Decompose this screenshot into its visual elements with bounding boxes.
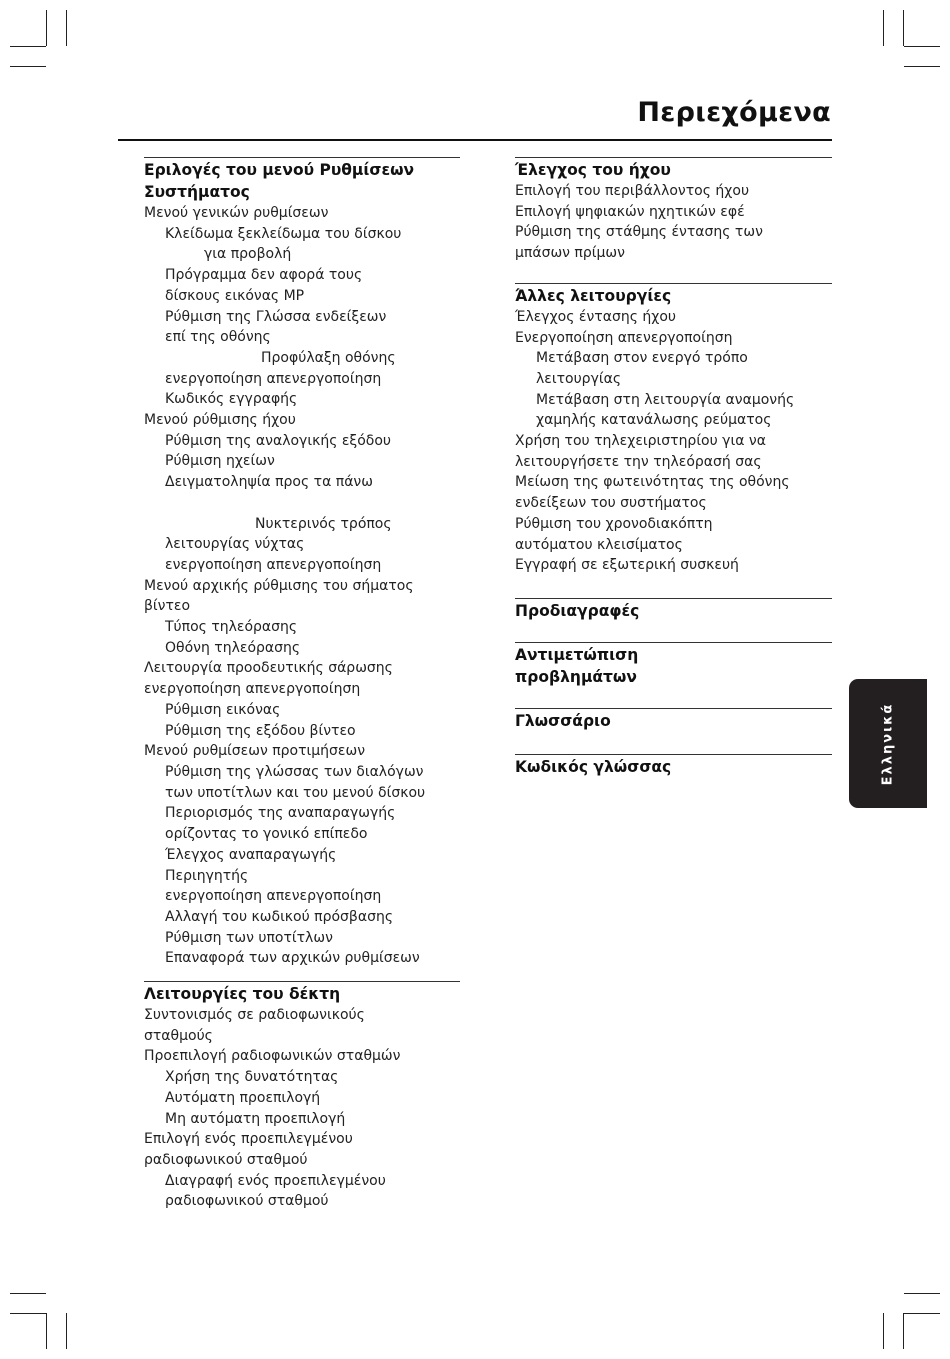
toc-entry: Επιλογή του περιβάλλοντος ήχου [515, 183, 750, 199]
toc-entry: Προφύλαξη οθόνης [261, 349, 396, 366]
toc-entry: Διαγραφή ενός προεπιλεγμένου [165, 1172, 386, 1189]
section-title-line: Εριλογές του μενού Ρυθμίσεων [144, 161, 415, 179]
crop-mark [904, 46, 940, 47]
toc-entry: για προβολή [204, 246, 292, 263]
toc-entry: Πρόγραμμα δεν αφορά τους [165, 267, 363, 284]
toc-section [515, 157, 832, 264]
toc-entry: ενεργοποίηση απενεργοποίηση [165, 370, 382, 387]
toc-entry: Ρύθμιση του χρονοδιακόπτη [515, 515, 713, 532]
toc-entry: ραδιοφωνικού σταθμού [165, 1193, 329, 1210]
toc-entry: Οθόνη τηλεόρασης [165, 639, 301, 656]
crop-mark [10, 1293, 46, 1294]
toc-section [515, 642, 832, 688]
section-lines [144, 1005, 460, 1212]
toc-entry: Μη αυτόματη προεπιλογή [165, 1110, 346, 1127]
toc-entry: ενεργοποίηση απενεργοποίηση [165, 556, 382, 573]
toc-entry: λειτουργήσετε την τηλεόρασή σας [515, 453, 762, 470]
crop-mark [904, 1293, 940, 1294]
language-tab [849, 679, 927, 808]
crop-mark [883, 1313, 884, 1349]
toc-entry: Χρήση της δυνατότητας [165, 1069, 339, 1086]
crop-mark [903, 1313, 904, 1349]
section-lines [144, 203, 460, 969]
crop-mark [66, 1313, 67, 1349]
toc-entry: Ρύθμιση της εξόδου βίντεο [165, 722, 356, 739]
crop-mark [883, 10, 884, 46]
language-tab-label: Ελληνικά [880, 702, 896, 785]
toc-entry: Ρύθμιση της στάθμης έντασης των [515, 224, 763, 241]
section-title-line: Συστήματος [144, 183, 250, 201]
section-lines [515, 307, 832, 576]
toc-entry: Ρύθμιση εικόνας [165, 701, 281, 718]
toc-entry: λειτουργίας νύχτας [165, 536, 305, 553]
toc-entry: Μείωση της φωτεινότητας της οθόνης [515, 474, 790, 491]
toc-entry: Εγγραφή σε εξωτερική συσκευή [515, 557, 739, 574]
toc-entry: Μενού αρχικής ρύθμισης του σήματος [144, 577, 414, 594]
crop-mark [10, 1313, 46, 1314]
toc-entry: Έλεγχος έντασης ήχου [515, 308, 676, 325]
toc-entry: Μετάβαση στον ενεργό τρόπο [536, 350, 748, 367]
toc-entry: Μετάβαση στη λειτουργία αναμονής [536, 391, 795, 408]
crop-mark [46, 1313, 47, 1349]
toc-entry: Επιλογή ενός προεπιλεγμένου [144, 1131, 353, 1148]
toc-entry: μπάσων πρίμων [515, 245, 625, 262]
toc-entry: Νυκτερινός τρόπος [255, 515, 392, 532]
toc-entry: λειτουργίας [536, 370, 622, 387]
crop-mark [904, 1313, 940, 1314]
toc-entry: Μενού γενικών ρυθμίσεων [144, 205, 329, 221]
toc-entry: Μενού ρυθμίσεων προτιμήσεων [144, 743, 366, 760]
toc-entry: Κωδικός εγγραφής [165, 391, 298, 408]
section-title: Άλλες λειτουργίες [515, 286, 672, 305]
toc-entry [144, 493, 460, 514]
crop-mark [46, 10, 47, 46]
toc-entry: Λειτουργία προοδευτικής σάρωσης [144, 660, 393, 677]
toc-entry: Ενεργοποίηση απενεργοποίηση [515, 329, 733, 346]
toc-entry: σταθμούς [144, 1027, 213, 1044]
crop-mark [10, 66, 46, 67]
toc-entry: Τύπος τηλεόρασης [165, 619, 298, 636]
toc-entry: Επιλογή ψηφιακών ηχητικών εφέ [515, 203, 745, 220]
section-title [515, 644, 832, 688]
section-title: Προδιαγραφές [515, 601, 640, 620]
toc-entry: Ρύθμιση της αναλογικής εξόδου [165, 432, 392, 449]
crop-mark [903, 10, 904, 46]
toc-section [515, 708, 832, 732]
crop-mark [66, 10, 67, 46]
section-title: Γλωσσάριο [515, 711, 611, 730]
toc-entry: ραδιοφωνικού σταθμού [144, 1151, 308, 1168]
toc-entry: επί της οθόνης [165, 329, 271, 346]
crop-mark [904, 66, 940, 67]
toc-entry: Περιορισμός της αναπαραγωγής [165, 805, 396, 822]
section-title: Λειτουργίες του δέκτη [144, 985, 341, 1004]
section-lines [515, 181, 832, 264]
crop-mark [10, 46, 46, 47]
toc-entry: χαμηλής κατανάλωσης ρεύματος [536, 412, 772, 429]
toc-entry: Συντονισμός σε ραδιοφωνικούς [144, 1007, 365, 1024]
toc-entry: Χρήση του τηλεχειριστηρίου για να [515, 433, 766, 450]
toc-entry: Ρύθμιση της γλώσσας των διαλόγων [165, 763, 424, 780]
title-rule [118, 139, 832, 141]
toc-entry: βίντεο [144, 598, 191, 615]
page-title: Περιεχόμενα [637, 97, 831, 128]
toc-section [144, 157, 460, 969]
toc-entry: Προεπιλογή ραδιοφωνικών σταθμών [144, 1048, 401, 1065]
toc-entry: Ρύθμιση της Γλώσσα ενδείξεων [165, 308, 387, 325]
toc-entry: Επαναφορά των αρχικών ρυθμίσεων [165, 950, 420, 967]
toc-entry: Δειγματοληψία προς τα πάνω [165, 474, 373, 491]
section-title: Κωδικός γλώσσας [515, 757, 672, 776]
toc-section [515, 598, 832, 622]
toc-entry: ενδείξεων του συστήματος [515, 495, 707, 512]
toc-right-column [515, 157, 832, 778]
toc-entry: ορίζοντας το γονικό επίπεδο [165, 826, 368, 843]
toc-section [515, 283, 832, 576]
toc-entry: Ρύθμιση ηχείων [165, 453, 275, 470]
toc-entry: Αυτόματη προεπιλογή [165, 1089, 321, 1106]
toc-entry: Κλείδωμα ξεκλείδωμα του δίσκου [165, 225, 402, 242]
toc-left-column [144, 157, 460, 1212]
toc-section [515, 754, 832, 778]
toc-entry: αυτόματου κλεισίματος [515, 536, 683, 553]
section-title-line: προβλημάτων [515, 667, 637, 686]
toc-entry: Έλεγχος αναπαραγωγής [165, 846, 337, 863]
toc-entry: Αλλαγή του κωδικού πρόσβασης [165, 908, 394, 925]
toc-section [144, 981, 460, 1212]
toc-entry: ενεργοποίηση απενεργοποίηση [165, 888, 382, 905]
toc-entry: ενεργοποίηση απενεργοποίηση [144, 681, 361, 698]
toc-entry: Μενού ρύθμισης ήχου [144, 412, 296, 429]
toc-entry: δίσκους εικόνας MP [165, 287, 305, 304]
section-title-line: Αντιμετώπιση [515, 645, 639, 664]
toc-entry: Περιηγητής [165, 867, 249, 884]
section-title [144, 159, 460, 203]
toc-entry: των υποτίτλων και του μενού δίσκου [165, 784, 426, 801]
toc-entry: Ρύθμιση των υποτίτλων [165, 929, 333, 946]
section-title: Έλεγχος του ήχου [515, 161, 671, 179]
